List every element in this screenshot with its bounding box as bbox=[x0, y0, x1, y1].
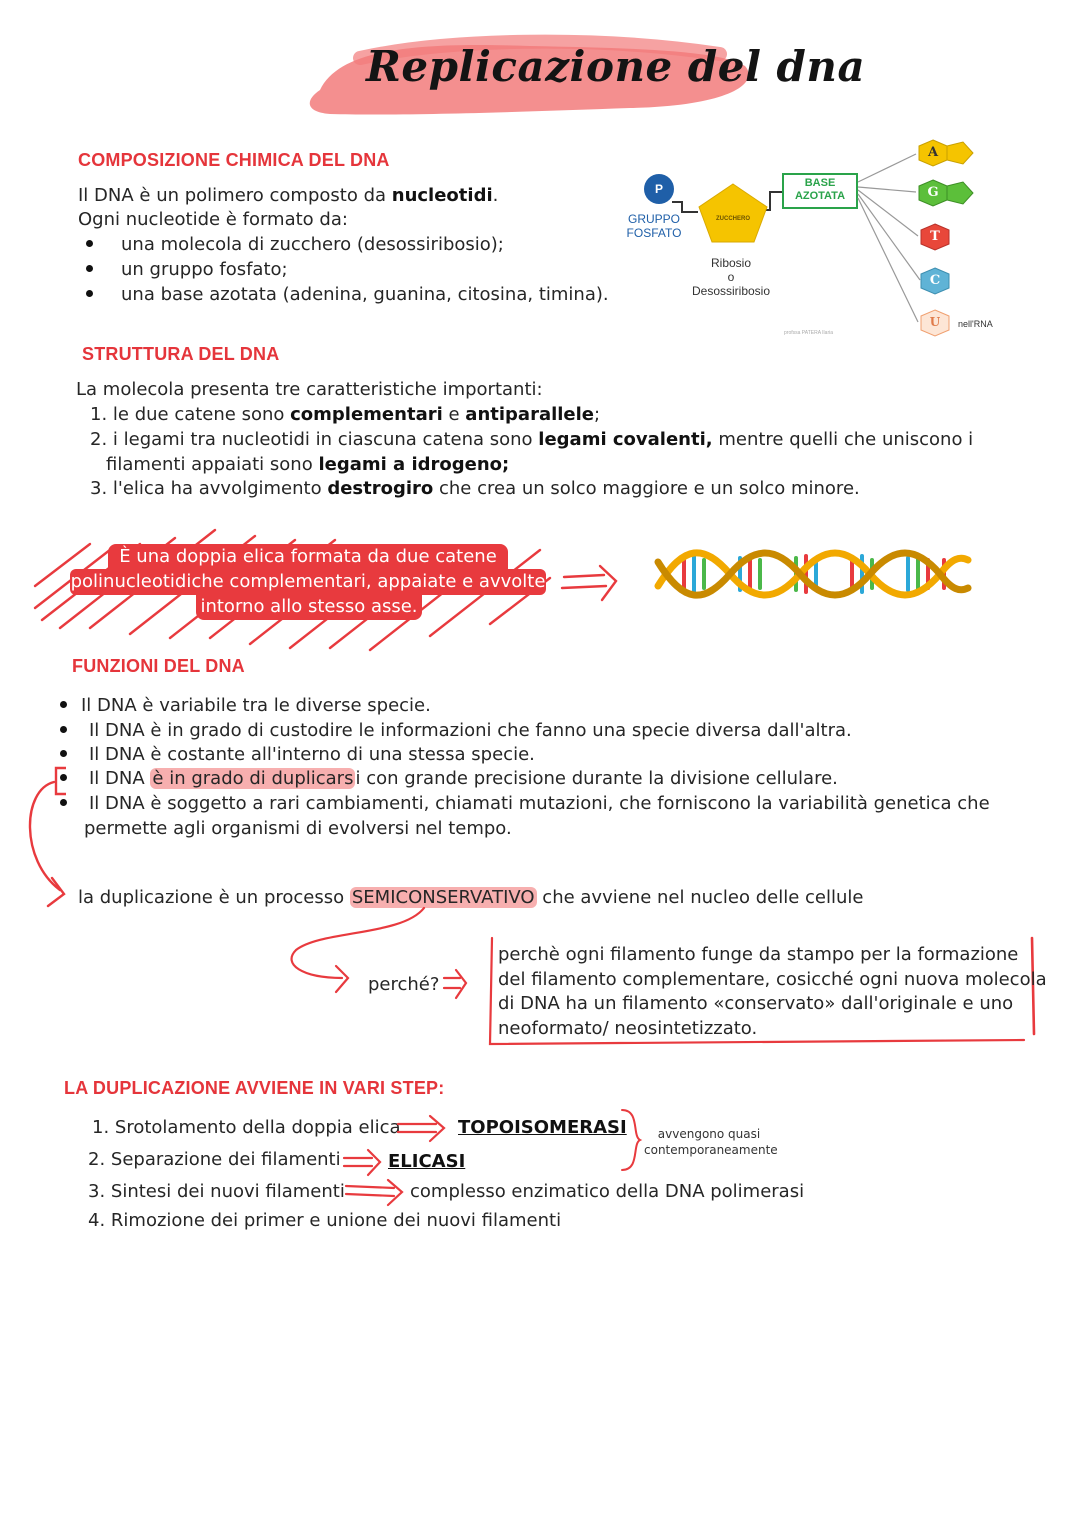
composition-line2: Ogni nucleotide è formato da: bbox=[78, 209, 348, 230]
answer-line: perchè ogni filamento funge da stampo per la formazione bbox=[498, 944, 1019, 965]
steps-heading: LA DUPLICAZIONE AVVIENE IN VARI STEP: bbox=[64, 1078, 445, 1098]
function-item bbox=[60, 694, 431, 719]
function-text: Il DNA è costante all'interno di una stessa specie. bbox=[89, 744, 535, 765]
base-t: T bbox=[930, 229, 940, 244]
function-text: Il DNA bbox=[89, 768, 151, 789]
composition-intro bbox=[78, 184, 498, 209]
composition-bullet bbox=[86, 233, 504, 258]
function-item-cont: permette agli organismi di evolversi nel tempo. bbox=[84, 818, 512, 839]
structure-item-1 bbox=[90, 403, 600, 428]
structure-item-2-cont bbox=[106, 453, 509, 478]
bullet-dot bbox=[86, 265, 93, 272]
base-label-line: AZOTATA bbox=[794, 190, 846, 202]
step-1: 1. Srotolamento della doppia elica bbox=[92, 1117, 401, 1138]
function-text: i con grande precisione durante la divisione cellulare. bbox=[355, 768, 838, 789]
composition-bullet bbox=[86, 258, 288, 283]
bullet-dot bbox=[86, 290, 93, 297]
answer-line: di DNA ha un filamento «conservato» dall'originale e uno bbox=[498, 993, 1014, 1014]
bullet-dot bbox=[86, 240, 93, 247]
function-text: Il DNA è in grado di custodire le informazioni che fanno una specie diversa dall'altra. bbox=[89, 720, 852, 741]
note-line: contemporaneamente bbox=[644, 1143, 778, 1157]
bullet-text: un gruppo fosfato; bbox=[121, 259, 288, 280]
item-bold: legami covalenti, bbox=[538, 429, 713, 450]
page-title: Replicazione del dna bbox=[366, 42, 866, 91]
duplication-text: la duplicazione è un processo bbox=[78, 887, 350, 908]
item-text: che crea un solco maggiore e un solco minore. bbox=[433, 478, 860, 499]
arrow-icon bbox=[560, 562, 630, 602]
phosphate-circle: P bbox=[644, 174, 674, 204]
phosphate-label bbox=[626, 212, 682, 240]
base-label bbox=[783, 177, 857, 203]
structure-item-3 bbox=[90, 477, 860, 502]
function-item bbox=[60, 767, 838, 792]
rna-note: nell'RNA bbox=[958, 319, 993, 329]
arrow-icon bbox=[396, 1114, 452, 1144]
semiconservative-highlight: SEMICONSERVATIVO bbox=[351, 887, 535, 908]
helix-box-line-1: È una doppia elica formata da due catene bbox=[108, 544, 508, 570]
function-item bbox=[60, 792, 990, 817]
step-1-enzyme: TOPOISOMERASI bbox=[458, 1117, 627, 1138]
arrow-icon bbox=[442, 966, 482, 1002]
structure-item-2 bbox=[90, 428, 973, 453]
diagram-credit: profssa PATERA Ilaria bbox=[784, 330, 833, 336]
highlight: è in grado di duplicars bbox=[152, 768, 354, 789]
item-text: ; bbox=[594, 404, 601, 425]
bullet-dot bbox=[60, 750, 67, 757]
item-bold: antiparallele bbox=[465, 404, 595, 425]
step-3-enzyme: complesso enzimatico della DNA polimerasi bbox=[410, 1181, 805, 1202]
structure-intro: La molecola presenta tre caratteristiche importanti: bbox=[76, 379, 543, 400]
helix-box-line-3: intorno allo stesso asse. bbox=[196, 594, 422, 620]
intro-post: . bbox=[492, 185, 499, 206]
sugar-pentagon bbox=[699, 184, 767, 242]
base-c: C bbox=[929, 273, 941, 288]
simultaneous-note bbox=[644, 1126, 778, 1158]
bullet-text: una molecola di zucchero (desossiribosio); bbox=[121, 234, 504, 255]
note-line: avvengono quasi bbox=[657, 1127, 761, 1141]
sugar-caption-line: o bbox=[727, 270, 735, 284]
intro-text: Il DNA è un polimero composto da bbox=[78, 185, 392, 206]
composition-bullet bbox=[86, 283, 609, 308]
item-bold: legami a idrogeno; bbox=[318, 454, 510, 475]
helix-box-line-2: polinucleotidiche complementari, appaiate e avvolte bbox=[70, 569, 546, 595]
nucleotide-diagram bbox=[620, 132, 1020, 342]
answer-line: del filamento complementare, cosicché ogni nuova molecola bbox=[498, 969, 1047, 990]
base-label-line: BASE bbox=[804, 177, 836, 189]
item-bold: complementari bbox=[290, 404, 443, 425]
step-3: 3. Sintesi dei nuovi filamenti bbox=[88, 1181, 345, 1202]
item-text: 2. i legami tra nucleotidi in ciascuna catena sono bbox=[90, 429, 539, 450]
sugar-label: ZUCCHERO bbox=[716, 216, 750, 222]
bullet-dot bbox=[60, 726, 67, 733]
item-text: e bbox=[442, 404, 466, 425]
base-u: U bbox=[929, 315, 941, 329]
function-text: Il DNA è soggetto a rari cambiamenti, chiamati mutazioni, che forniscono la variabilità genetica che bbox=[89, 793, 990, 814]
item-text: 3. l'elica ha avvolgimento bbox=[90, 478, 328, 499]
dna-helix-icon bbox=[654, 546, 972, 602]
step-2-enzyme: ELICASI bbox=[388, 1151, 466, 1172]
arrow-icon bbox=[344, 1178, 410, 1208]
phosphate-label-line: FOSFATO bbox=[626, 226, 682, 240]
function-text: Il DNA è variabile tra le diverse specie. bbox=[81, 695, 431, 716]
sugar-caption-line: Ribosio bbox=[710, 256, 752, 270]
sugar-caption-line: Desossiribosio bbox=[691, 284, 771, 298]
duplication-text: che avviene nel nucleo delle cellule bbox=[536, 887, 864, 908]
base-g: G bbox=[927, 185, 939, 200]
functions-heading: FUNZIONI DEL DNA bbox=[72, 656, 245, 676]
base-a: A bbox=[927, 145, 939, 160]
item-bold: destrogiro bbox=[327, 478, 434, 499]
sugar-caption bbox=[686, 256, 776, 298]
bullet-dot bbox=[60, 701, 67, 708]
structure-heading: STRUTTURA DEL DNA bbox=[82, 344, 280, 364]
step-2: 2. Separazione dei filamenti bbox=[88, 1149, 341, 1170]
function-item bbox=[60, 743, 535, 768]
composition-heading: COMPOSIZIONE CHIMICA DEL DNA bbox=[78, 150, 390, 170]
function-item bbox=[60, 719, 852, 744]
step-4: 4. Rimozione dei primer e unione dei nuovi filamenti bbox=[88, 1210, 562, 1231]
answer-line: neoformato/ neosintetizzato. bbox=[498, 1018, 758, 1039]
item-text: filamenti appaiati sono bbox=[106, 454, 319, 475]
intro-bold: nucleotidi bbox=[391, 185, 493, 206]
bullet-text: una base azotata (adenina, guanina, citosina, timina). bbox=[121, 284, 609, 305]
why-label: perché? bbox=[368, 974, 440, 995]
item-text: 1. le due catene sono bbox=[90, 404, 291, 425]
arrow-icon bbox=[342, 1148, 388, 1178]
phosphate-label-line: GRUPPO bbox=[627, 212, 680, 226]
item-text: mentre quelli che uniscono i bbox=[712, 429, 974, 450]
